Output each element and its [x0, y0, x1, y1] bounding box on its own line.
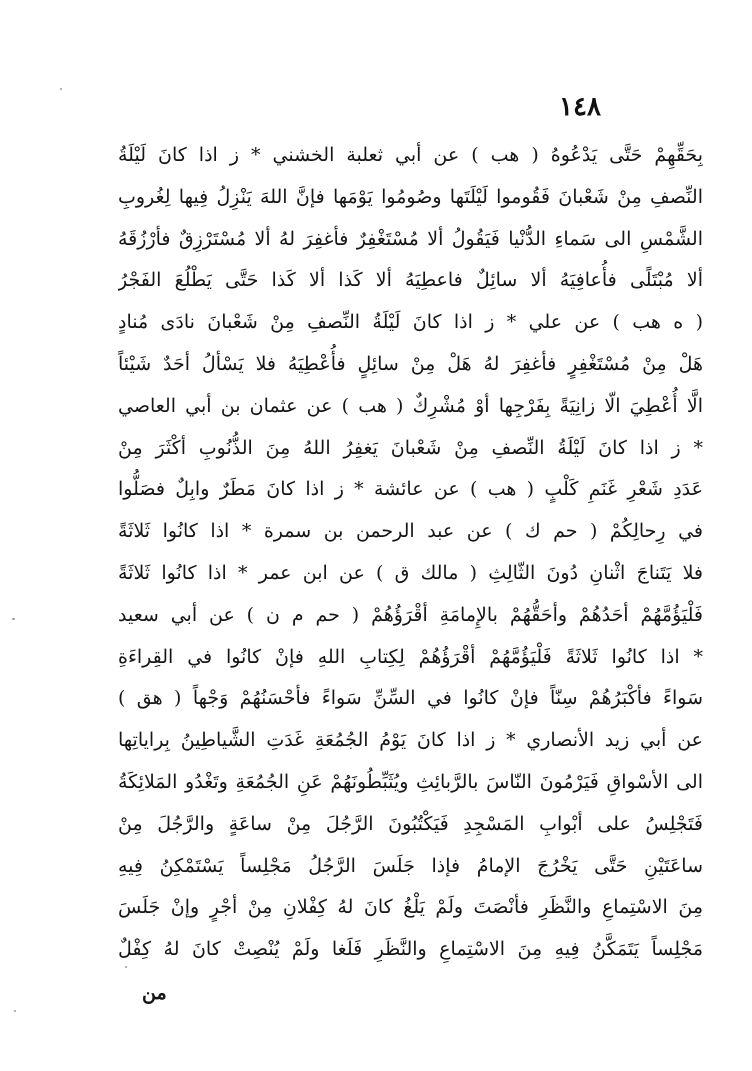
- scan-speck: [60, 88, 62, 90]
- text-line: الى الأسْواقِ فَيَرْمُونَ النّاسَ بالرَّبائِثِ ويُثَبِّطُونَهُمْ عَنِ الجُمُعَةِ وتَغْدُو المَلائِكَةُ: [118, 770, 703, 793]
- text-line: ( ه هب ) عن علي * ز اذا كانَ لَيْلَةُ النِّصفِ مِنْ شَعْبانَ نادَى مُنادٍ: [118, 311, 703, 334]
- text-line: ساعَتَيْنِ حَتَّى يَخْرُجَ الإمامُ فإذا جَلَسَ الرَّجُلُ مَجْلِساً يَسْتَمْكِنُ فِيهِ: [118, 854, 703, 877]
- text-line: سَواءً فأكْبَرُهُمْ سِنّاً فإنْ كانُوا في السِّنِّ سَواءً فأحْسَنُهُمْ وَجْهاً ( هق ): [118, 687, 703, 710]
- text-line: فَلْيَؤُمَّهُمْ أحَدُهُمْ وأحَقُّهُمْ بالإِمامَةِ أقْرَؤُهُمْ ( حم م ن ) عن أبي سعيد: [118, 603, 703, 626]
- page-number: ١٤٨: [559, 92, 601, 122]
- text-line: * اذا كانُوا ثَلاثَةً فَلْيَؤُمَّهُمْ أقْرَؤُهُمْ لِكِتابِ اللهِ فإنْ كانُوا في القِراءَةِ: [118, 645, 703, 668]
- scan-speck: [14, 1010, 16, 1012]
- text-line: النِّصفِ مِنْ شَعْبانَ فَقُوموا لَيْلَتَها وصُومُوا يَوْمَها فإنَّ اللهَ يَنْزِلُ فِيها لِغُروبِ: [118, 185, 703, 208]
- text-line: مَجْلِساً يَتَمَكَّنُ فِيهِ مِنَ الاسْتِماعِ والنَّظَرِ فَلَغا ولَمْ يُنْصِتْ كانَ لهُ كِفْلٌ: [118, 938, 703, 961]
- text-line: هَلْ مِنْ مُسْتَغْفِرٍ فأغفِرَ لهُ هَلْ مِنْ سائِلٍ فأُعْطِيَهُ فلا يَسْألُ أحَدٌ شَيْئاً: [118, 352, 703, 375]
- body-text: [118, 135, 703, 971]
- text-line: فَتَجْلِسُ على أبْوابِ المَسْجِدِ فَيَكْتُبُونَ الرَّجُلَ مِنْ ساعَةٍ والرَّجُلَ مِنْ: [118, 812, 703, 835]
- text-line: بِحَقِّهِمْ حَتَّى يَدْعُوهُ ( هب ) عن أبي ثعلبة الخشني * ز اذا كانَ لَيْلَةُ: [118, 144, 703, 166]
- text-line: عن أبي زيد الأنصاري * ز اذا كانَ يَوْمُ الجُمُعَةِ غَدَتِ الشَّياطِينُ بِراياتِها: [118, 729, 703, 752]
- text-line: فلا يَتَناجَ اثْنانِ دُونَ الثّالِثِ ( مالك ق ) عن ابن عمر * اذا كانُوا ثَلاثَةً: [118, 561, 703, 584]
- scan-speck: [125, 966, 127, 968]
- text-line: * ز اذا كانَ لَيْلَةُ النِّصفِ مِنْ شَعْبانَ يَغفِرُ اللهُ مِنَ الذُّنُوبِ أكْثَرَ مِنْ: [118, 436, 703, 459]
- text-line: في رِحالِكُمْ ( حم ك ) عن عبد الرحمن بن سمرة * اذا كانُوا ثَلاثَةً: [118, 520, 703, 543]
- catchword: من: [142, 982, 167, 1004]
- text-line: الَّا أُعْطِيَ الّا زانِيَةً بِفَرْجِها أوْ مُشْرِكٌ ( هب ) عن عثمان بن أبي العاصي: [118, 394, 703, 417]
- text-line: مِنَ الاسْتِماعِ والنَّظَرِ فأنْصَتَ ولَمْ يَلْغُ كانَ لهُ كِفْلانِ مِنْ أجْرٍ وإنْ جَلَسَ: [118, 896, 703, 919]
- text-line: الشَّمْسِ الى سَماءِ الدُّنْيا فَيَقُولُ ألا مُسْتَغْفِرٌ فأغفِرَ لهُ ألا مُسْتَرْزِقٌ فأرْزُقَهُ: [118, 227, 703, 250]
- scan-speck: [12, 618, 15, 620]
- text-line: ألا مُبْتَلًى فأُعافِيَهُ ألا سائِلٌ فاعطِيَهُ ألا كَذا ألا كَذا حَتَّى يَطْلُعَ الفَجْرُ: [118, 269, 703, 292]
- text-line: عَدَدِ شَعْرِ غَنَمِ كَلْبٍ ( هب ) عن عائشة * ز اذا كانَ مَطَرٌ وابِلٌ فصَلُّوا: [118, 478, 703, 501]
